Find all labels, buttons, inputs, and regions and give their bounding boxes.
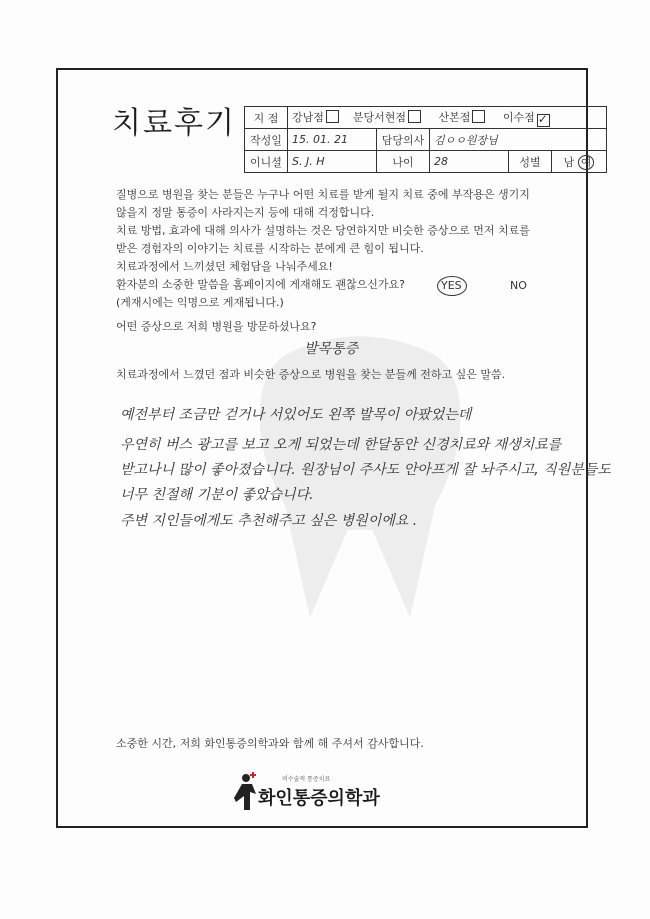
question-symptom: 어떤 증상으로 저희 병원을 방문하셨나요? bbox=[116, 320, 317, 333]
question-message: 치료과정에서 느꼈던 점과 비슷한 증상으로 병원을 찾는 분들께 전하고 싶은 말씀. bbox=[116, 368, 506, 381]
checkbox-icon bbox=[408, 110, 421, 123]
doctor-label: 담당의사 bbox=[377, 129, 430, 151]
branch-gangnam[interactable]: 강남점 bbox=[292, 111, 339, 124]
intro-line: 받은 경험자의 이야기는 치료를 시작하는 분에게 큰 힘이 됩니다. bbox=[116, 242, 424, 255]
intro-line: 않을지 정말 통증이 사라지는지 등에 대해 걱정합니다. bbox=[116, 206, 375, 219]
age-value[interactable]: 28 bbox=[430, 151, 509, 173]
age-label: 나이 bbox=[377, 151, 430, 173]
consent-question: 환자분의 소중한 말씀을 홈페이지에 게재해도 괜찮으신가요? bbox=[116, 278, 405, 291]
logo-tagline: 비수술적 통증치료 bbox=[282, 776, 331, 783]
yes-option[interactable]: YES bbox=[441, 279, 462, 292]
initial-label: 이니셜 bbox=[245, 151, 288, 173]
date-value[interactable]: 15. 01. 21 bbox=[288, 129, 377, 151]
branch-sanbon[interactable]: 산본점 bbox=[439, 111, 486, 124]
branch-isu[interactable]: 이수점 ✓ bbox=[502, 110, 548, 126]
branch-options bbox=[288, 107, 607, 129]
initial-value[interactable]: S. J. H bbox=[288, 151, 377, 173]
person-logo-icon bbox=[232, 772, 260, 812]
checkbox-icon bbox=[326, 110, 339, 123]
intro-line: 치료 방법, 효과에 대해 의사가 설명하는 것은 당연하지만 비슷한 증상으로 먼저 치료를 bbox=[116, 224, 530, 237]
checkmark-icon: ✓ bbox=[537, 111, 548, 126]
date-label: 작성일 bbox=[245, 129, 288, 151]
anonymous-note: (게재시에는 익명으로 게재됩니다.) bbox=[116, 296, 284, 309]
gender-male: 남 bbox=[563, 155, 575, 169]
handwritten-line[interactable]: 너무 친절해 기분이 좋았습니다. bbox=[120, 487, 314, 503]
intro-line: 치료과정에서 느끼셨던 체험담을 나눠주세요! bbox=[116, 260, 333, 273]
handwritten-line[interactable]: 주변 지인들에게도 추천해주고 싶은 병원이에요 . bbox=[120, 513, 418, 529]
handwritten-line[interactable]: 받고나니 많이 좋아졌습니다. 원장님이 주사도 안아프게 잘 놔주시고, 직원분들도 bbox=[120, 462, 611, 478]
info-table bbox=[244, 106, 607, 173]
no-option[interactable]: NO bbox=[510, 279, 527, 292]
branch-bundang[interactable]: 분당서현점 bbox=[353, 111, 421, 124]
logo-name: 화인통증의학과 bbox=[258, 788, 380, 809]
form-title: 치료후기 bbox=[112, 106, 236, 141]
gender-female: 여 bbox=[578, 155, 595, 170]
intro-line: 질병으로 병원을 찾는 분들은 누구나 어떤 치료를 받게 될지 치료 중에 부작용은 생기지 bbox=[116, 188, 530, 201]
handwritten-line[interactable]: 우연히 버스 광고를 보고 오게 되었는데 한달동안 신경치료와 재생치료를 bbox=[120, 437, 562, 453]
gender-options[interactable] bbox=[552, 151, 607, 173]
branch-label: 지 점 bbox=[245, 107, 288, 129]
doctor-value[interactable]: 김ㅇㅇ원장님 bbox=[430, 129, 607, 151]
answer-symptom[interactable]: 발목통증 bbox=[304, 341, 359, 357]
handwritten-line[interactable]: 예전부터 조금만 걷거나 서있어도 왼쪽 발목이 아팠었는데 bbox=[120, 407, 472, 423]
checkbox-icon bbox=[472, 110, 485, 123]
thanks-message: 소중한 시간, 저희 화인통증의학과와 함께 해 주셔서 감사합니다. bbox=[116, 737, 424, 750]
gender-label: 성별 bbox=[509, 151, 552, 173]
